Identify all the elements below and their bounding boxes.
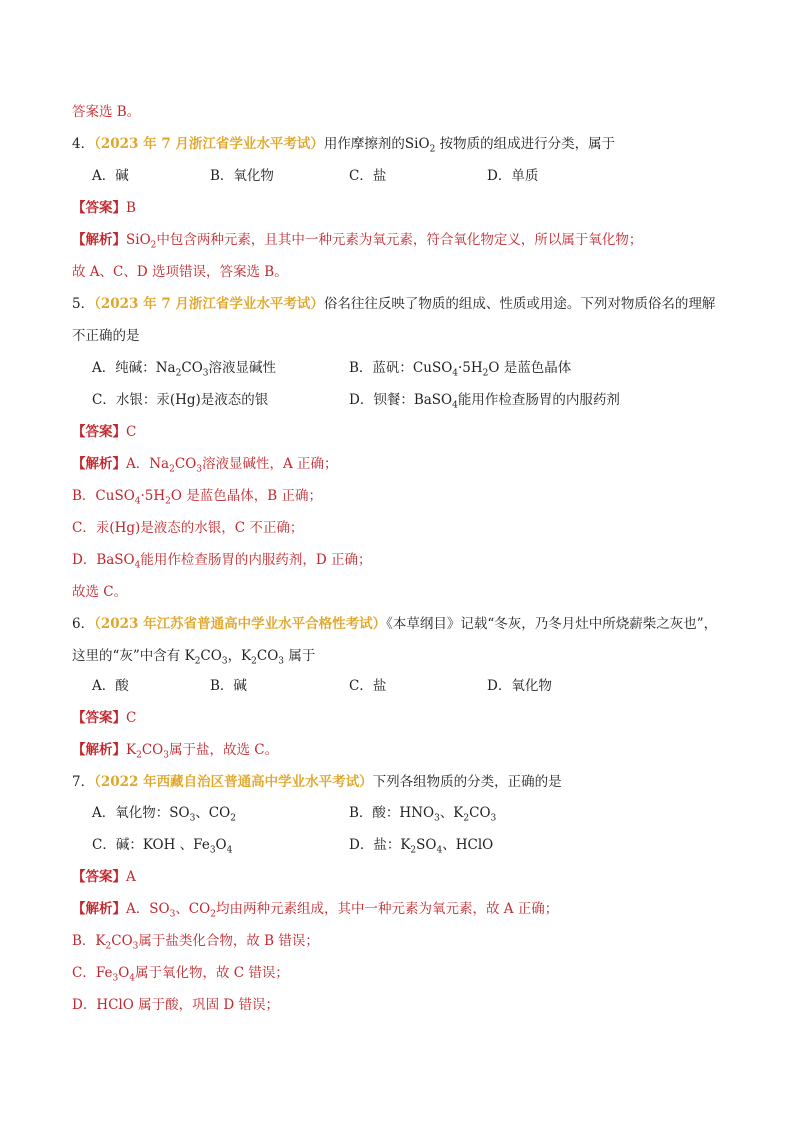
q4-option-d: D．单质 [487, 168, 539, 184]
q7-option-c: C．碱：KOH 、$Fe_3O_4$ [92, 837, 233, 856]
q5-option-d: D．钡餐：BaSO$_4$能用作检查肠胃的内服药剂 [349, 392, 620, 411]
q7-answer: 【答案】A [72, 869, 136, 885]
q5-answer: 【答案】C [72, 424, 137, 440]
q7-analysis-2: B．$K_2CO_3$属于盐类化合物，故 B 错误； [72, 933, 319, 952]
q5-analysis-1: 【解析】A．$Na_2CO_3$溶液显碱性，A 正确； [72, 456, 338, 475]
q4-stem: 4．（2023 年 7 月浙江省学业水平考试）用作摩擦剂的SiO$_2$ 按物质的组成进行分类，属于 [72, 136, 616, 155]
q4-option-a: A．碱 [92, 168, 129, 184]
q5-source: （2023 年 7 月浙江省学业水平考试） [94, 296, 324, 312]
q6-stem-1: 6．（2023 年江苏省普通高中学业水平合格性考试）《本草纲目》记载“冬灰，乃冬月灶中所烧薪柴之灰也”， [72, 616, 718, 632]
q5-stem-1: 5．（2023 年 7 月浙江省学业水平考试）俗名往往反映了物质的组成、性质或用途。下列对物质俗名的理解 [72, 296, 716, 312]
q6-option-c: C．盐 [349, 678, 387, 694]
q5-analysis-4: D．BaSO$_4$能用作检查肠胃的内服药剂，D 正确； [72, 552, 372, 571]
q7-analysis-3: C．$Fe_3O_4$属于氧化物，故 C 错误； [72, 965, 289, 984]
q4-analysis-1: 【解析】SiO$_2$中包含两种元素，且其中一种元素为氧元素，符合氧化物定义，所以属于氧化物； [72, 232, 643, 251]
q7-analysis-4: D．HClO 属于酸，巩固 D 错误； [72, 997, 280, 1013]
q6-option-d: D．氧化物 [487, 678, 552, 694]
q5-analysis-3: C．汞(Hg)是液态的水银，C 不正确； [72, 520, 304, 536]
q7-option-d: D．盐：$K_2SO_4$、HClO [349, 837, 494, 856]
q5-stem-2: 不正确的是 [72, 328, 140, 344]
q4-analysis-2: 故 A、C、D 选项错误，答案选 B。 [72, 264, 288, 280]
q7-source: （2022 年西藏自治区普通高中学业水平考试） [94, 774, 373, 790]
q6-source: （2023 年江苏省普通高中学业水平合格性考试） [94, 616, 387, 632]
q5-option-c: C．水银：汞(Hg)是液态的银 [92, 392, 269, 408]
q7-analysis-1: 【解析】A．$SO_3$、$CO_2$均由两种元素组成，其中一种元素为氧元素，故 A 正确； [72, 901, 559, 920]
q5-option-a: A．纯碱：$Na_2CO_3$溶液显碱性 [92, 360, 276, 379]
q6-answer: 【答案】C [72, 710, 137, 726]
q6-option-a: A．酸 [92, 678, 129, 694]
q6-stem-2: 这里的“灰”中含有 $K_2CO_3$，$K_2CO_3$ 属于 [72, 648, 316, 667]
q5-analysis-5: 故选 C。 [72, 584, 128, 600]
q4-option-b: B．氧化物 [210, 168, 274, 184]
q6-option-b: B．碱 [210, 678, 247, 694]
q7-stem: 7．（2022 年西藏自治区普通高中学业水平考试）下列各组物质的分类，正确的是 [72, 774, 562, 790]
q5-analysis-2: B．$CuSO_4\cdot 5H_2O$ 是蓝色晶体，B 正确； [72, 488, 322, 507]
q4-source: （2023 年 7 月浙江省学业水平考试） [94, 136, 324, 152]
q3-answer-tail: 答案选 B。 [72, 104, 141, 120]
q4-answer: 【答案】B [72, 200, 136, 216]
q6-analysis: 【解析】$K_2CO_3$属于盐，故选 C。 [72, 742, 279, 761]
q4-option-c: C．盐 [349, 168, 387, 184]
q7-option-a: A．氧化物：$SO_3$、$CO_2$ [92, 805, 236, 824]
q5-option-b: B．蓝矾：$CuSO_4\cdot 5H_2O$ 是蓝色晶体 [349, 360, 572, 379]
q7-option-b: B．酸：$HNO_3$、$K_2CO_3$ [349, 805, 497, 824]
